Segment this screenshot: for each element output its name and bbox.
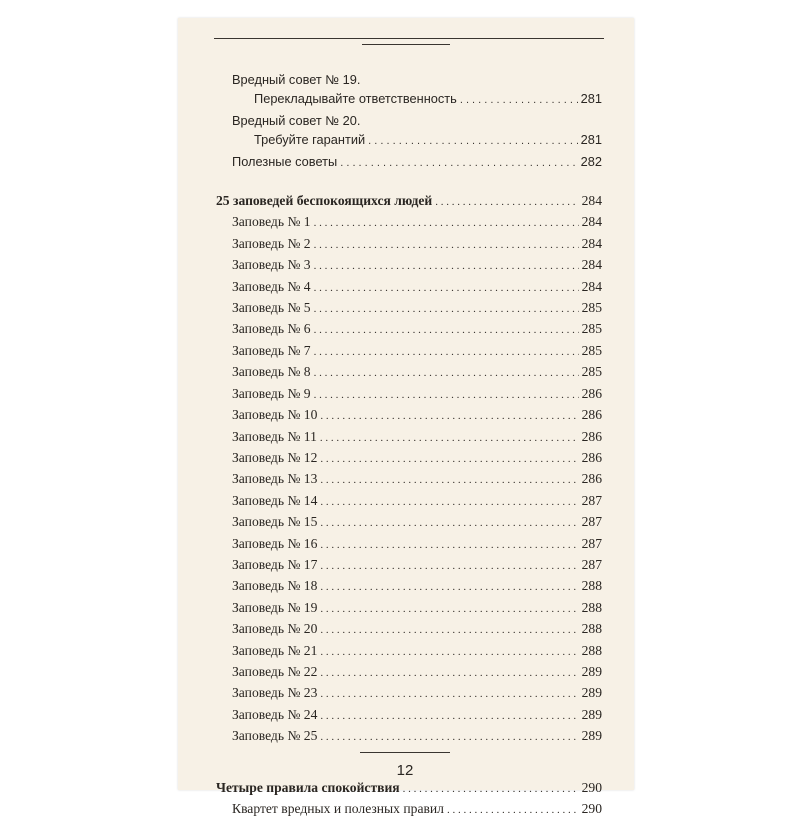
toc-leader-dots <box>314 236 579 255</box>
toc-entry-title: Заповедь № 4 <box>232 278 311 294</box>
toc-entry-page: 285 <box>581 364 602 380</box>
header-rule-short <box>362 44 450 45</box>
toc-entry <box>212 427 602 448</box>
toc-leader-dots <box>460 91 578 110</box>
toc-entry <box>212 277 602 298</box>
toc-entry <box>212 234 602 255</box>
toc-entry <box>212 641 602 662</box>
toc-leader-dots <box>314 214 579 233</box>
toc-entry-page: 288 <box>581 621 602 637</box>
toc-entry <box>212 212 602 233</box>
toc-leader-dots <box>314 343 579 362</box>
toc-leader-dots <box>320 493 578 512</box>
toc-entry-title: Заповедь № 2 <box>232 235 311 251</box>
toc-entry <box>212 448 602 469</box>
toc-leader-dots <box>320 471 578 490</box>
toc-entry-title: Заповедь № 20 <box>232 621 318 637</box>
toc-section-title: 25 заповедей беспокоящихся людей <box>216 193 433 209</box>
toc-leader-dots <box>320 429 579 448</box>
toc-leader-dots <box>447 801 579 820</box>
toc-entry-page: 286 <box>581 449 602 465</box>
toc-entry-page: 282 <box>580 153 602 169</box>
toc-entry-page: 281 <box>580 132 602 148</box>
toc-entry-page: 286 <box>581 471 602 487</box>
toc-entry-title: Заповедь № 21 <box>232 642 318 658</box>
page-number: 12 <box>396 762 414 779</box>
toc-entry-page: 289 <box>581 685 602 701</box>
toc-entry-title: Заповедь № 3 <box>232 257 311 273</box>
toc-entry <box>212 298 602 319</box>
toc-entry <box>212 319 602 340</box>
toc-entry <box>212 89 602 110</box>
toc-entry-page: 288 <box>581 578 602 594</box>
toc-leader-dots <box>314 386 579 405</box>
toc-entry <box>212 683 602 704</box>
toc-entry-page: 290 <box>581 801 602 816</box>
toc-entry <box>212 255 602 276</box>
toc-entry-title: Заповедь № 6 <box>232 321 311 337</box>
toc-entry-title: Заповедь № 9 <box>232 385 311 401</box>
toc-leader-dots <box>320 707 578 726</box>
toc-section-page: 284 <box>581 193 602 209</box>
toc-entry <box>212 662 602 683</box>
toc-entry <box>212 491 602 512</box>
toc-entry-title: Заповедь № 18 <box>232 578 318 594</box>
toc-entry-page: 288 <box>581 599 602 615</box>
toc-entry-page: 284 <box>581 257 602 273</box>
toc-entry-title: Заповедь № 10 <box>232 407 318 423</box>
toc-entry-page: 289 <box>581 663 602 679</box>
toc-entry-page: 281 <box>580 91 602 107</box>
toc-entry-page: 286 <box>581 385 602 401</box>
toc-entry-page: 289 <box>581 728 602 744</box>
toc-section-heading <box>212 778 602 799</box>
toc-entry-title: Заповедь № 7 <box>232 342 311 358</box>
toc-leader-dots <box>320 450 578 469</box>
toc-entry-title: Заповедь № 1 <box>232 214 311 230</box>
toc-entry-page: 286 <box>581 428 602 444</box>
toc-leader-dots <box>320 621 578 640</box>
toc-leader-dots <box>320 685 578 704</box>
toc-entry-page: 286 <box>581 407 602 423</box>
toc-entry <box>212 362 602 383</box>
toc-entry-title: Заповедь № 25 <box>232 728 318 744</box>
toc-section-heading <box>212 191 602 212</box>
toc-leader-dots <box>320 664 578 683</box>
toc-entry-page: 285 <box>581 321 602 337</box>
toc-entry-title: Полезные советы <box>232 153 338 169</box>
toc-entry <box>212 534 602 555</box>
toc-entry-page: 285 <box>581 300 602 316</box>
toc-entry <box>212 130 602 151</box>
toc-leader-dots <box>320 407 578 426</box>
toc-leader-dots <box>314 364 579 383</box>
toc-leader-dots <box>320 728 578 747</box>
toc-leader-dots <box>368 132 578 151</box>
rules-list <box>212 799 602 820</box>
toc-section-page: 290 <box>581 779 602 795</box>
commandments-list <box>212 212 602 747</box>
toc-leader-dots <box>403 780 579 799</box>
toc-leader-dots <box>320 514 578 533</box>
toc-entry-page: 288 <box>581 642 602 658</box>
toc-entry-page: 289 <box>581 706 602 722</box>
toc-entry-title: Квартет вредных и полезных правил <box>232 801 444 816</box>
toc-entry-page: 287 <box>581 556 602 572</box>
toc-entry-page: 287 <box>581 514 602 530</box>
toc-entry-title: Заповедь № 14 <box>232 492 318 508</box>
toc-leader-dots <box>320 643 578 662</box>
toc-entry-title: Заповедь № 15 <box>232 514 318 530</box>
toc-entry-title: Заповедь № 11 <box>232 428 317 444</box>
toc-entry-title: Заповедь № 13 <box>232 471 318 487</box>
toc-entry-title: Перекладывайте ответственность <box>254 91 457 107</box>
toc-entry-title: Заповедь № 22 <box>232 663 318 679</box>
toc-entry <box>212 469 602 490</box>
toc-leader-dots <box>314 279 579 298</box>
footer-rule <box>360 752 450 753</box>
toc-advice-19-heading: Вредный совет № 19. <box>232 72 361 87</box>
toc-entry-title: Заповедь № 23 <box>232 685 318 701</box>
toc-entry <box>212 726 602 747</box>
toc-leader-dots <box>320 557 578 576</box>
table-of-contents <box>212 70 602 820</box>
toc-leader-dots <box>340 154 577 173</box>
toc-entry <box>212 576 602 597</box>
toc-entry-title: Заповедь № 17 <box>232 556 318 572</box>
toc-leader-dots <box>320 578 578 597</box>
toc-entry-title: Требуйте гарантий <box>254 132 366 148</box>
toc-section-title: Четыре правила спокойствия <box>216 779 400 795</box>
header-rule <box>214 38 604 39</box>
toc-entry <box>212 619 602 640</box>
toc-entry-title: Заповедь № 8 <box>232 364 311 380</box>
toc-entry <box>212 384 602 405</box>
toc-entry-page: 285 <box>581 342 602 358</box>
toc-entry-page: 287 <box>581 535 602 551</box>
toc-leader-dots <box>435 193 578 212</box>
toc-entry-title: Заповедь № 5 <box>232 300 311 316</box>
toc-entry <box>212 341 602 362</box>
toc-entry-page: 284 <box>581 214 602 230</box>
toc-entry-title: Заповедь № 16 <box>232 535 318 551</box>
toc-advice-20-heading: Вредный совет № 20. <box>232 112 361 128</box>
toc-entry-title: Заповедь № 24 <box>232 706 318 722</box>
toc-leader-dots <box>314 321 579 340</box>
toc-entry <box>212 705 602 726</box>
toc-entry <box>212 405 602 426</box>
toc-entry <box>212 152 602 173</box>
toc-entry <box>212 598 602 619</box>
toc-leader-dots <box>314 300 579 319</box>
toc-entry-title: Заповедь № 12 <box>232 449 318 465</box>
toc-leader-dots <box>320 536 578 555</box>
toc-leader-dots <box>320 600 578 619</box>
toc-entry-title: Заповедь № 19 <box>232 599 318 615</box>
toc-entry <box>212 799 602 820</box>
toc-leader-dots <box>314 257 579 276</box>
toc-entry-page: 284 <box>581 235 602 251</box>
toc-entry-page: 284 <box>581 278 602 294</box>
toc-entry-page: 287 <box>581 492 602 508</box>
toc-entry <box>212 555 602 576</box>
toc-entry <box>212 512 602 533</box>
